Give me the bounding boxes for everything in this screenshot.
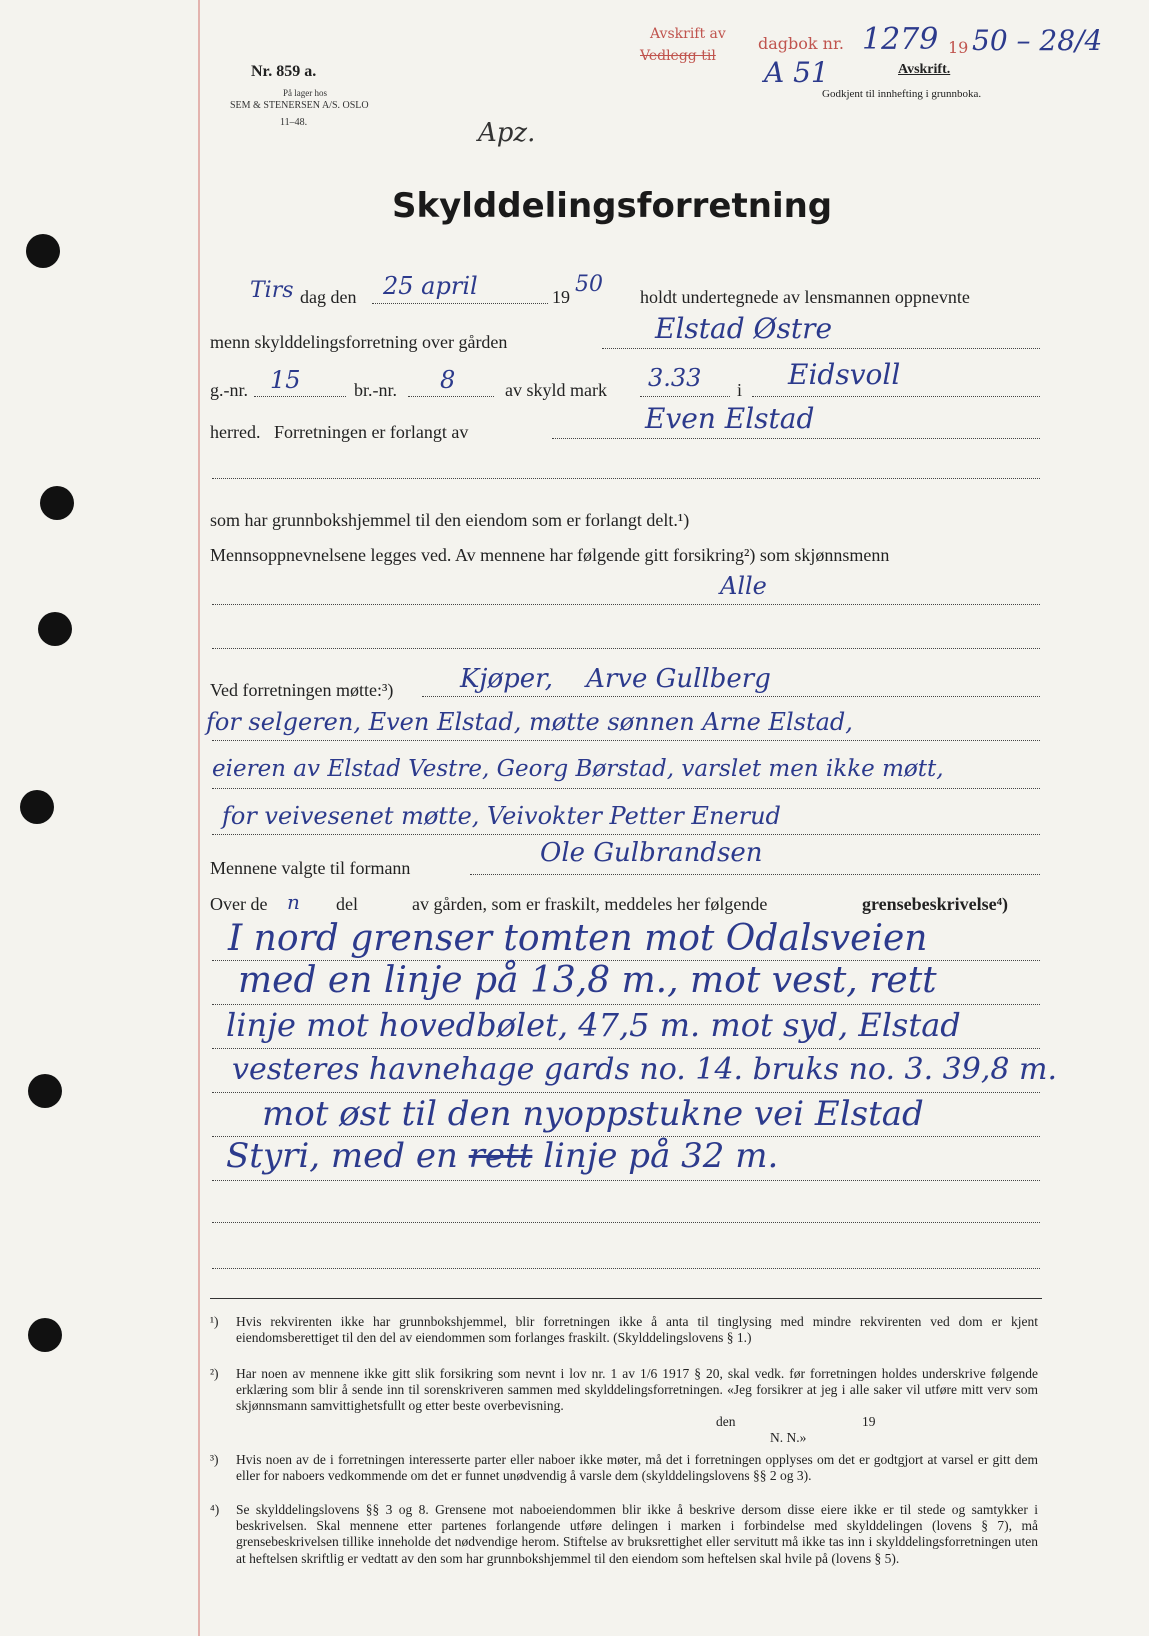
- footnote-ref: ⁴): [996, 894, 1009, 914]
- hand-place: Eidsvoll: [788, 358, 901, 391]
- footnote-mark-1: ¹): [210, 1314, 219, 1329]
- punch-hole: [28, 1318, 62, 1352]
- hand-farm: Elstad Østre: [655, 312, 833, 345]
- form-date: 11–48.: [280, 117, 308, 128]
- hand-mark: Apz.: [478, 118, 536, 148]
- hand-requester: Even Elstad: [645, 402, 815, 435]
- stamp-dagbok: dagbok nr.: [758, 34, 844, 53]
- stock-line: På lager hos: [283, 88, 327, 98]
- text-formann: Mennene valgte til formann: [210, 858, 411, 878]
- punch-hole: [28, 1074, 62, 1108]
- hand-alle: Alle: [720, 572, 767, 600]
- hand-dagbok-number: 1279: [862, 22, 939, 57]
- text-menn: menn skylddelingsforretning over gården: [210, 332, 508, 352]
- text-skyld: av skyld mark: [505, 380, 607, 400]
- footnote-separator: [210, 1298, 1042, 1299]
- boundary-line: med en linje på 13,8 m., mot vest, rett: [238, 960, 937, 1001]
- footnote-1: Hvis rekvirenten ikke har grunnbokshjemmel, blir forretningen ikke å anta til tinglysing med mindre rekvirenten ved dom er kjent eiendomsberettiget til den del av eiendommen som forlanges fraskilt. (Skylddelingslovens § 1.): [236, 1314, 1038, 1346]
- hand-a-number: A 51: [764, 56, 829, 89]
- text-del: del: [336, 894, 358, 914]
- form-number: Nr. 859 a.: [251, 63, 317, 80]
- hand-brnr: 8: [440, 366, 456, 394]
- text-dag-den: dag den: [300, 287, 357, 307]
- punch-hole: [40, 486, 74, 520]
- hand-line-roads: for veivesenet møtte, Veivokter Petter Enerud: [222, 802, 781, 830]
- boundary-text-end: linje på 32 m.: [543, 1136, 779, 1176]
- text-oppnevnelse: Mennsoppnevnelsene legges ved. Av mennene har følgende gitt forsikring²) som skjønnsmenn: [210, 545, 890, 565]
- text-grensebeskrivelse: [862, 894, 1008, 915]
- hand-weekday: Tirs: [250, 278, 294, 303]
- text-year-prefix: 19: [552, 287, 570, 307]
- footnote-2-nn: N. N.»: [770, 1430, 807, 1445]
- boundary-line: linje mot hovedbølet, 47,5 m. mot syd, Elstad: [226, 1006, 961, 1044]
- boundary-line: I nord grenser tomten mot Odalsveien: [228, 918, 928, 959]
- footnote-2: Har noen av mennene ikke gitt slik forsikring som nevnt i lov nr. 1 av 1/6 1917 § 20, skal vedk. før forretningen holdes underskrive følgende erklæring som blir å sende inn til sorenskriveren sammen med skylddelingsforretningen. «Jeg forsikrer at jeg i alle saker vil utføre mitt verv som skjønnsmann samvittighetsfullt og etter beste overbevisning.: [236, 1366, 1038, 1414]
- publisher: SEM & STENERSEN A/S. OSLO: [230, 100, 369, 111]
- hand-year: 50 – 28/4: [972, 24, 1103, 57]
- text-gnr: g.-nr.: [210, 380, 248, 400]
- hand-line-neighbour: eieren av Elstad Vestre, Georg Børstad, varslet men ikke møtt,: [212, 756, 944, 782]
- footnote-2-den: den: [716, 1414, 736, 1429]
- margin-rule: [198, 0, 200, 1636]
- punch-hole: [20, 790, 54, 824]
- godkjent-line: Godkjent til innhefting i grunnboka.: [822, 88, 982, 100]
- text-herred: herred. Forretningen er forlangt av: [210, 422, 469, 442]
- text-av-garden: av gården, som er fraskilt, meddeles her følgende: [412, 894, 768, 914]
- hand-attendees: Kjøper, Arve Gullberg: [460, 664, 771, 694]
- avskrift-title: Avskrift.: [898, 62, 951, 77]
- hand-line-seller: for selgeren, Even Elstad, møtte sønnen Arne Elstad,: [206, 708, 853, 736]
- footnote-3: Hvis noen av de i forretningen interesserte parter eller naboer ikke møter, må det i forretningen opplyses om det er godtgjort at varsel er gitt dem eller for naboers vedkommende om det er funnet unødvendig å varsle dem (skylddelingslovens §§ 2 og 3).: [236, 1452, 1038, 1484]
- punch-hole: [38, 612, 72, 646]
- boundary-struck-word: rett: [468, 1136, 533, 1176]
- grensebeskrivelse-label: grensebeskrivelse: [862, 894, 997, 914]
- footnote-mark-4: ⁴): [210, 1502, 220, 1517]
- boundary-line: vesteres havnehage gards no. 14. bruks no. 3. 39,8 m.: [232, 1052, 1057, 1087]
- footnote-mark-2: ²): [210, 1366, 219, 1381]
- footnote-2-year: 19: [862, 1414, 876, 1429]
- page-title: Skylddelingsforretning: [392, 186, 833, 226]
- text-i: i: [737, 380, 743, 400]
- hand-n: n: [287, 890, 300, 914]
- hand-year-suffix: 50: [575, 272, 603, 297]
- hand-date: 25 april: [383, 272, 478, 300]
- text-brnr: br.-nr.: [354, 380, 397, 400]
- boundary-text: Styri, med en: [226, 1136, 458, 1176]
- text-holdt: holdt undertegnede av lensmannen oppnevnte: [640, 287, 970, 307]
- stamp-avskrift-av: Avskrift av: [650, 26, 726, 42]
- stamp-vedlegg-til: Vedlegg til: [640, 48, 716, 64]
- footnote-mark-3: ³): [210, 1452, 219, 1467]
- text-motte: Ved forretningen møtte:³): [210, 680, 394, 700]
- hand-gnr: 15: [270, 366, 301, 394]
- stamp-year-prefix: 19: [948, 38, 969, 57]
- boundary-line-last: [226, 1136, 778, 1176]
- hand-chairman: Ole Gulbrandsen: [540, 838, 763, 868]
- text-grunnbokshjemmel: som har grunnbokshjemmel til den eiendom som er forlangt delt.¹): [210, 510, 690, 530]
- boundary-line: mot øst til den nyoppstukne vei Elstad: [262, 1094, 924, 1134]
- punch-hole: [26, 234, 60, 268]
- footnote-4: Se skylddelingslovens §§ 3 og 8. Grensene mot naboeiendommen blir ikke å beskrive dersom disse eiere ikke er til stede og samtykker i beskrivelsen. Skal mennene etter partenes forlangende utføre delingen i marken i forbindelse med skylddelingen (lovens § 7), må grensebeskrivelsen tillike inneholde det nødvendige herom. Stiftelse av bruksrettighet eller servitutt må ikke tas inn i skylddelingsforretningen uten at heftelsen skriftlig er vedtatt av den som har grunnbokshjemmel til den eiendom som heftelsen skal hvile på (lovens § 5).: [236, 1502, 1038, 1566]
- hand-mark-value: 3.33: [648, 364, 702, 392]
- text-over-de: Over de: [210, 894, 268, 914]
